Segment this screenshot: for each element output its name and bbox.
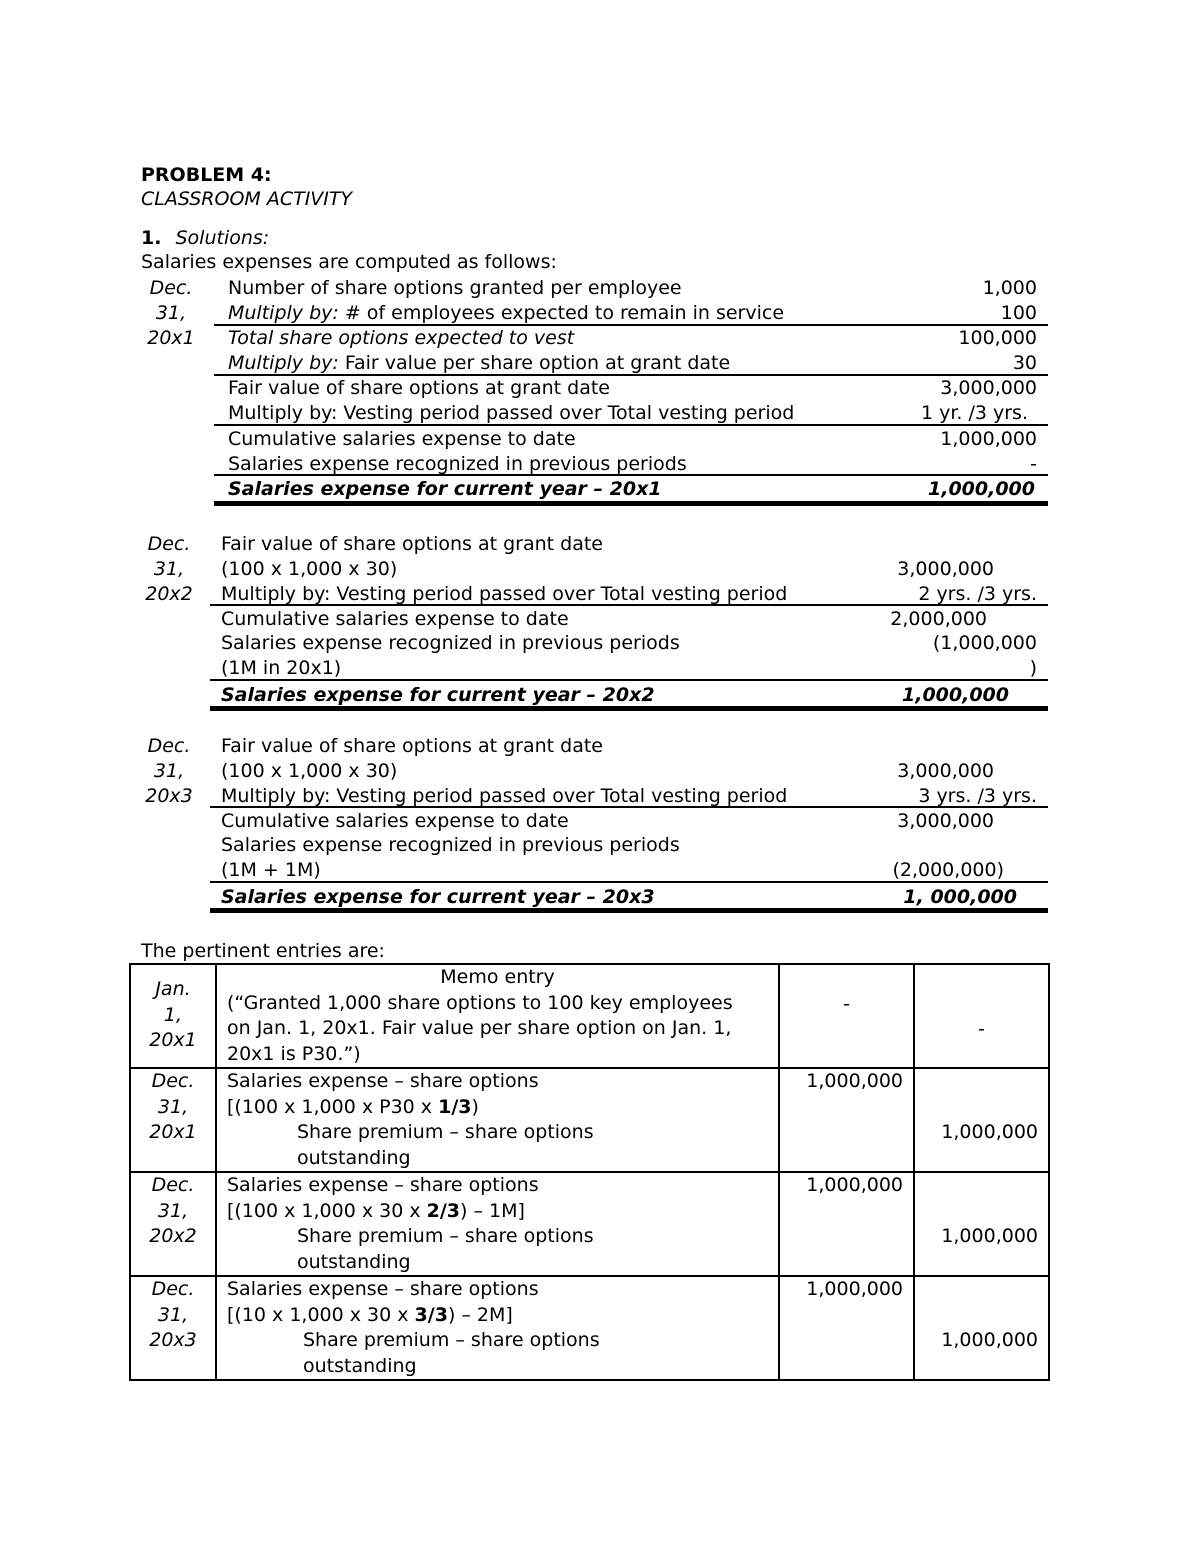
table-row — [130, 1276, 1049, 1380]
date-line: 31, — [153, 760, 185, 782]
schedule-row-label: Multiply by: Vesting period passed over Total vesting period — [221, 583, 788, 605]
schedule-row-label: Cumulative salaries expense to date — [221, 608, 569, 630]
entry-description: Salaries expense – share options [(100 x 1,000 x 30 x 2/3) – 1M] Share premium – share options outstanding — [216, 1172, 779, 1276]
rule — [210, 679, 1048, 681]
double-rule — [210, 706, 1048, 711]
schedule-row-label: Multiply by: Vesting period passed over Total vesting period — [228, 402, 795, 424]
schedule-row-label: Cumulative salaries expense to date — [221, 810, 569, 832]
schedule-row-label: Salaries expense recognized in previous periods — [221, 834, 680, 856]
date-line: 20x1 — [147, 327, 195, 349]
date-line: 20x2 — [145, 583, 193, 605]
schedule-row-label: Multiply by: # of employees expected to remain in service — [228, 302, 785, 324]
schedule-row-value: (2,000,000) — [892, 859, 1004, 881]
schedule-row-label: Number of share options granted per employee — [228, 277, 682, 299]
rule — [210, 806, 1048, 808]
schedule-row-value: 1,000,000 — [940, 428, 1037, 450]
entry-date: Dec. 31, 20x1 — [130, 1068, 216, 1172]
table-row — [130, 964, 1049, 1068]
debit-amount: 1,000,000 — [779, 1276, 914, 1380]
schedule-row-value: (1,000,000 — [932, 632, 1037, 654]
total-label: Salaries expense for current year – 20x3 — [221, 886, 655, 908]
date-line: 31, — [155, 302, 187, 324]
schedule-row-label: Fair value of share options at grant date — [221, 735, 603, 757]
schedule-row-label: Salaries expense recognized in previous periods — [221, 632, 680, 654]
problem-subtitle: CLASSROOM ACTIVITY — [141, 188, 353, 210]
schedule-row-label: (1M in 20x1) — [221, 657, 342, 679]
schedule-row-value: 100,000 — [958, 327, 1037, 349]
schedule-row-value: 1 yr. /3 yrs. — [920, 402, 1028, 424]
schedule-row-label: Salaries expense recognized in previous periods — [228, 453, 687, 475]
date-line: Dec. — [147, 735, 191, 757]
schedule-row-label: Cumulative salaries expense to date — [228, 428, 576, 450]
credit-amount: 1,000,000 — [914, 1172, 1049, 1276]
schedule-row-label: Fair value of share options at grant date — [228, 377, 610, 399]
schedule-row-value: 2,000,000 — [890, 608, 987, 630]
schedule-row-value: 3,000,000 — [897, 558, 994, 580]
debit-amount: 1,000,000 — [779, 1068, 914, 1172]
total-label: Salaries expense for current year – 20x2 — [221, 684, 655, 706]
table-row — [130, 1068, 1049, 1172]
debit-amount: - — [779, 964, 914, 1068]
schedule-row-label: (100 x 1,000 x 30) — [221, 558, 398, 580]
total-value: 1, 000,000 — [903, 886, 1017, 908]
schedule-row-label: Multiply by: Vesting period passed over Total vesting period — [221, 785, 788, 807]
date-line: 31, — [153, 558, 185, 580]
double-rule — [210, 908, 1048, 913]
rule — [210, 604, 1048, 606]
schedule-row-label: (1M + 1M) — [221, 859, 321, 881]
credit-amount: 1,000,000 — [914, 1068, 1049, 1172]
schedule-row-value: 1,000 — [982, 277, 1037, 299]
schedule-row-value: 3,000,000 — [940, 377, 1037, 399]
schedule-row-value: 100 — [1000, 302, 1037, 324]
entry-date: Jan. 1, 20x1 — [130, 964, 216, 1068]
rule — [210, 881, 1048, 883]
schedule-row-value: 2 yrs. /3 yrs. — [918, 583, 1037, 605]
date-line: 20x3 — [145, 785, 193, 807]
total-label: Salaries expense for current year – 20x1 — [228, 478, 662, 500]
entry-description: Salaries expense – share options [(10 x 1,000 x 30 x 3/3) – 2M] Share premium – share options outstanding — [216, 1276, 779, 1380]
entry-description: Salaries expense – share options [(100 x 1,000 x P30 x 1/3) Share premium – share options outstanding — [216, 1068, 779, 1172]
item-number: 1. — [141, 227, 162, 249]
date-line: Dec. — [149, 277, 193, 299]
schedule-row-label: Total share options expected to vest — [228, 327, 575, 349]
item-label: Solutions: — [175, 227, 270, 249]
double-rule — [214, 501, 1048, 506]
journal-entries-table — [129, 963, 1050, 1381]
table-row — [130, 1172, 1049, 1276]
total-value: 1,000,000 — [928, 478, 1035, 500]
entry-date: Dec. 31, 20x2 — [130, 1172, 216, 1276]
schedule-row-value: 30 — [1012, 352, 1037, 374]
schedule-row-value: 3,000,000 — [897, 810, 994, 832]
date-line: Dec. — [147, 533, 191, 555]
schedule-row-label: Fair value of share options at grant date — [221, 533, 603, 555]
memo-title: Memo entry — [440, 966, 555, 988]
entry-date: Dec. 31, 20x3 — [130, 1276, 216, 1380]
rule — [214, 474, 1048, 476]
schedule-row-label: Multiply by: Fair value per share option at grant date — [228, 352, 731, 374]
entries-intro: The pertinent entries are: — [141, 940, 385, 962]
memo-entry-description: Memo entry (“Granted 1,000 share options to 100 key employees on Jan. 1, 20x1. Fair value per share option on Jan. 1, 20x1 is P30.”) — [216, 964, 779, 1068]
intro-text: Salaries expenses are computed as follows: — [141, 251, 557, 273]
schedule-row-value: - — [1030, 453, 1037, 475]
total-value: 1,000,000 — [902, 684, 1009, 706]
credit-amount: - — [914, 964, 1049, 1068]
schedule-row-value: ) — [1029, 657, 1037, 679]
rule — [214, 424, 1048, 426]
schedule-row-value: 3,000,000 — [897, 760, 994, 782]
item-heading — [141, 226, 269, 251]
problem-heading: PROBLEM 4: — [141, 164, 272, 186]
debit-amount: 1,000,000 — [779, 1172, 914, 1276]
schedule-row-value: 3 yrs. /3 yrs. — [918, 785, 1037, 807]
credit-amount: 1,000,000 — [914, 1276, 1049, 1380]
schedule-row-label: (100 x 1,000 x 30) — [221, 760, 398, 782]
